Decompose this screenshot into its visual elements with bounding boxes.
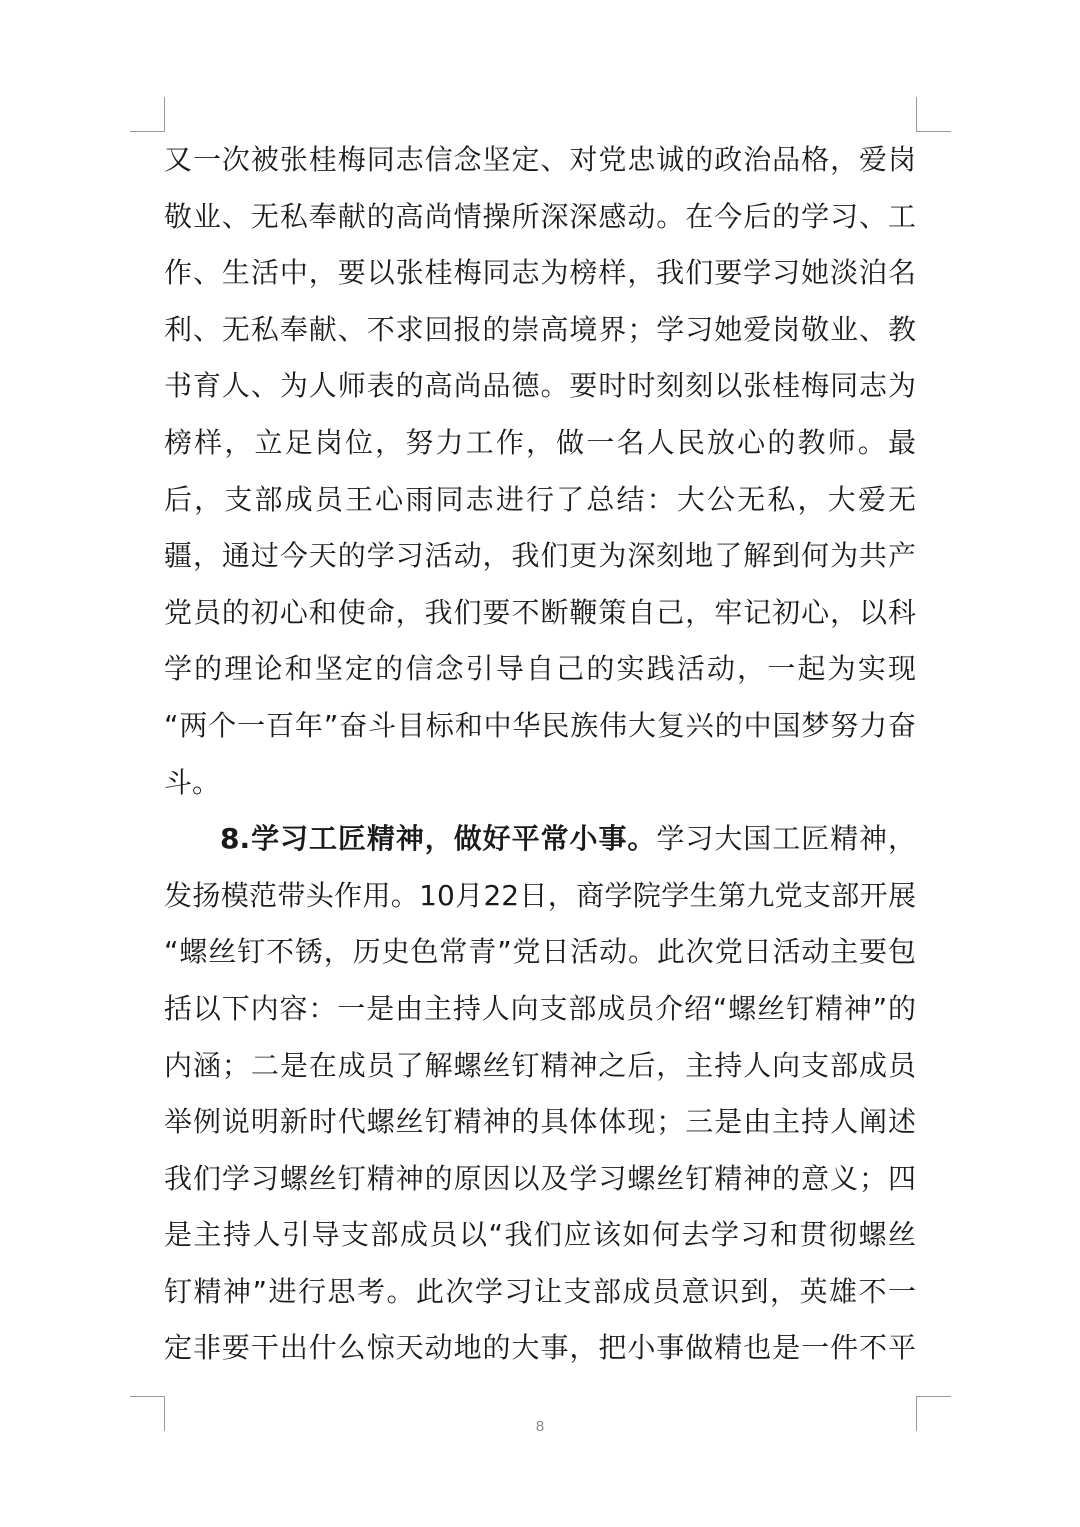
paragraph-continued — [164, 132, 916, 811]
text-line: 疆，通过今天的学习活动，我们更为深刻地了解到何为共产 — [164, 539, 916, 573]
text-line: 举例说明新时代螺丝钉精神的具体体现；三是由主持人阐述 — [164, 1105, 916, 1139]
text-line: 内涵；二是在成员了解螺丝钉精神之后，主持人向支部成员 — [164, 1048, 916, 1082]
text-line: 钉精神”进行思考。此次学习让支部成员意识到，英雄不一 — [164, 1274, 916, 1308]
text-span: 学习大国工匠精神， — [656, 822, 916, 856]
section-8-paragraph — [164, 811, 916, 1377]
text-line: 榜样，立足岗位，努力工作，做一名人民放心的教师。最 — [164, 425, 916, 459]
text-line: 后，支部成员王心雨同志进行了总结：大公无私，大爱无 — [164, 482, 916, 516]
text-line: 是主持人引导支部成员以“我们应该如何去学习和贯彻螺丝 — [164, 1218, 916, 1252]
text-line: “螺丝钉不锈，历史色常青”党日活动。此次党日活动主要包 — [164, 935, 916, 969]
text-line: 学的理论和坚定的信念引导自己的实践活动，一起为实现 — [164, 652, 916, 686]
crop-mark-top-left — [130, 97, 165, 132]
text-line: 利、无私奉献、不求回报的崇高境界；学习她爱岗敬业、教 — [164, 312, 916, 346]
page-number: 8 — [535, 1418, 545, 1435]
text-line: 敬业、无私奉献的高尚情操所深深感动。在今后的学习、工 — [164, 199, 916, 233]
document-body — [164, 132, 916, 1377]
text-line: 斗。 — [164, 765, 221, 799]
crop-mark-top-right — [916, 97, 951, 132]
text-line: 又一次被张桂梅同志信念坚定、对党忠诚的政治品格，爱岗 — [164, 143, 916, 176]
text-line: “两个一百年”奋斗目标和中华民族伟大复兴的中国梦努力奋 — [164, 708, 916, 742]
text-line: 括以下内容：一是由主持人向支部成员介绍“螺丝钉精神”的 — [164, 991, 916, 1025]
text-line: 作、生活中，要以张桂梅同志为榜样，我们要学习她淡泊名 — [164, 256, 916, 290]
text-line: 书育人、为人师表的高尚品德。要时时刻刻以张桂梅同志为 — [164, 369, 916, 403]
text-line: 党员的初心和使命，我们要不断鞭策自己，牢记初心，以科 — [164, 595, 916, 629]
text-line: 定非要干出什么惊天动地的大事，把小事做精也是一件不平 — [164, 1331, 916, 1365]
section-8-heading: 8.学习工匠精神，做好平常小事。 — [220, 822, 657, 856]
text-line: 我们学习螺丝钉精神的原因以及学习螺丝钉精神的意义；四 — [164, 1161, 916, 1195]
text-line: 发扬模范带头作用。10月22日，商学院学生第九党支部开展 — [164, 878, 916, 912]
section-8-first-line — [164, 811, 916, 868]
